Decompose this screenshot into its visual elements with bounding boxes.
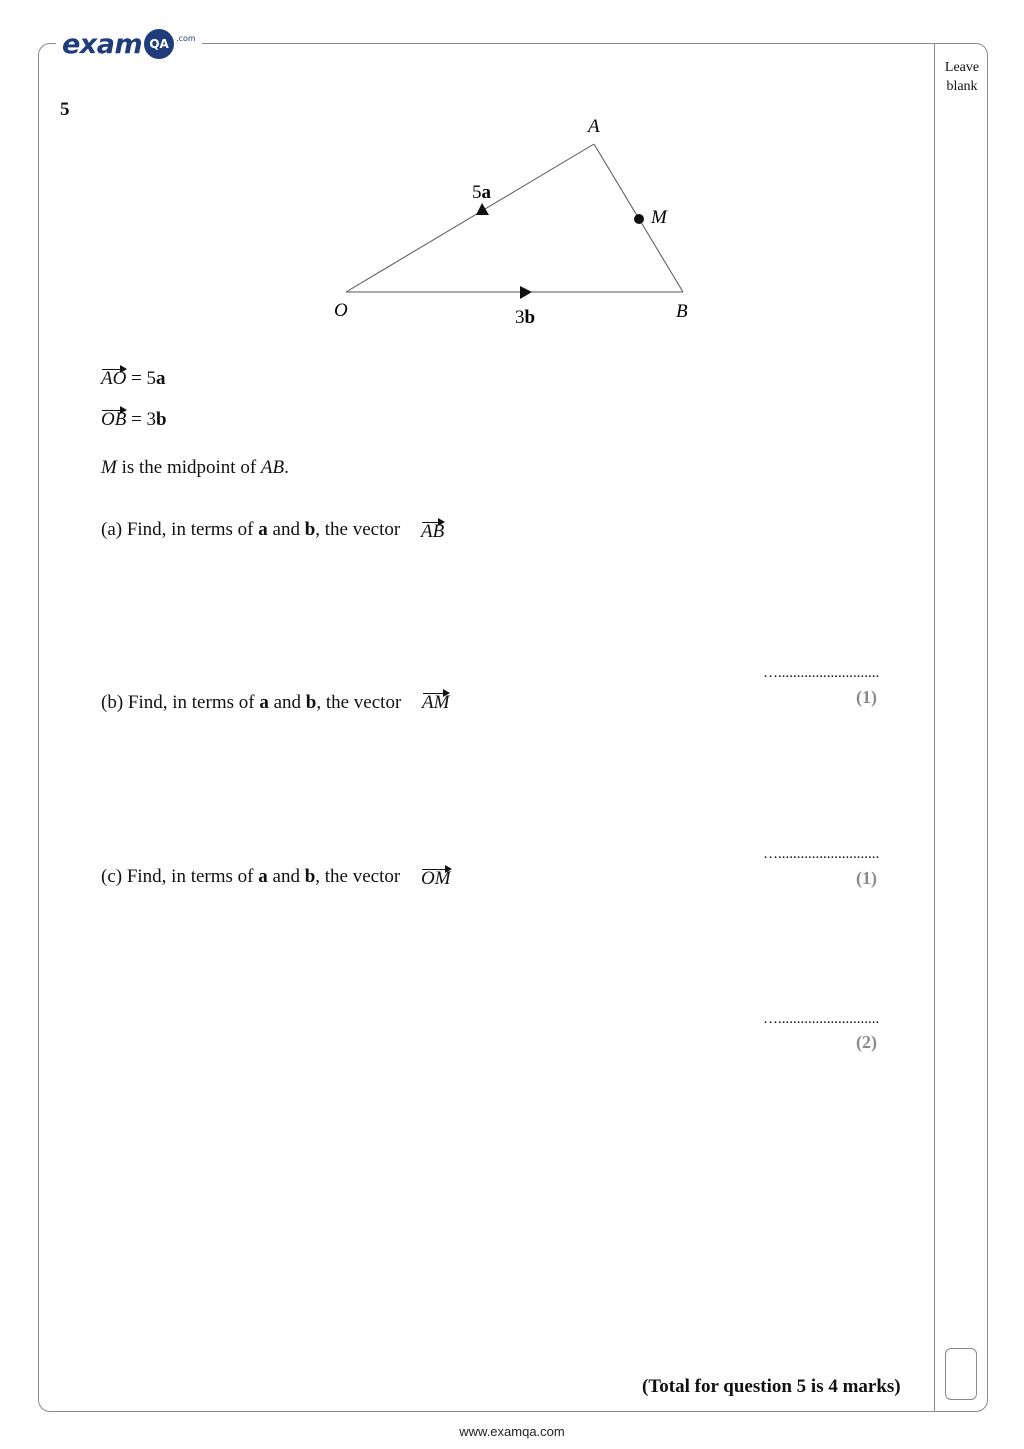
part-a-b: b [304, 519, 316, 540]
label-M: M [651, 207, 667, 228]
part-b-b: b [305, 692, 317, 713]
logo-suffix: .com [176, 34, 196, 43]
part-b-marks: (1) [856, 868, 877, 888]
midpoint-segment: AB [260, 457, 285, 478]
midpoint-statement [101, 457, 289, 479]
label-OB-vector [515, 307, 535, 328]
label-OB-vec: b [524, 307, 536, 328]
label-OA-vector [472, 182, 492, 203]
midpoint-point: M [101, 457, 117, 478]
label-OA-vec: a [481, 182, 491, 203]
part-a-and: and [267, 519, 305, 540]
given-AO-equals: = 5 [131, 368, 157, 389]
part-a-label: (a) Find, in terms of [101, 519, 259, 540]
part-b-label: (b) Find, in terms of [101, 692, 260, 713]
part-a-prompt [101, 519, 444, 541]
vector-OB: OB [101, 409, 127, 430]
part-b-and: and [268, 692, 306, 713]
part-b-rest: , the vector [316, 692, 402, 713]
part-a-a: a [258, 519, 268, 540]
part-c-and: and [267, 866, 305, 887]
part-a-marks: (1) [856, 687, 877, 707]
question-number: 5 [60, 99, 70, 120]
label-A: A [588, 116, 600, 137]
edge-OA [346, 144, 594, 292]
part-c-marks: (2) [856, 1032, 877, 1052]
vector-OM: OM [420, 868, 451, 889]
vector-AB: AB [420, 521, 445, 542]
label-OB-coef: 3 [515, 307, 525, 328]
part-c-answer-line[interactable]: …........................... [763, 1011, 880, 1027]
logo-word: exam [62, 28, 143, 60]
part-c-prompt [101, 866, 451, 888]
part-c-label: (c) Find, in terms of [101, 866, 259, 887]
part-b-answer-line[interactable]: …........................... [763, 846, 880, 862]
part-c-b: b [304, 866, 316, 887]
part-c-rest: , the vector [315, 866, 401, 887]
given-OB-equals: = 3 [131, 409, 157, 430]
part-b-a: a [259, 692, 269, 713]
part-a-rest: , the vector [315, 519, 401, 540]
leave-blank-line2: blank [946, 79, 978, 94]
part-a-answer-line[interactable]: …........................... [763, 665, 880, 681]
label-O: O [334, 300, 348, 321]
midpoint-text: is the midpoint of [116, 457, 261, 478]
label-OA-coef: 5 [472, 182, 482, 203]
part-c-a: a [258, 866, 268, 887]
part-b-prompt [101, 692, 449, 714]
given-OB-bold: b [156, 409, 167, 430]
vector-AO: AO [101, 368, 127, 389]
midpoint-M-dot [634, 214, 644, 224]
given-AO [101, 368, 166, 390]
arrow-OA [476, 203, 489, 215]
triangle-diagram [0, 0, 1024, 340]
footer-url: www.examqa.com [459, 1424, 565, 1439]
given-AO-bold: a [156, 368, 166, 389]
midpoint-end: . [284, 457, 289, 478]
leave-blank-line1: Leave [944, 60, 980, 75]
question-total: (Total for question 5 is 4 marks) [642, 1376, 901, 1397]
vector-AM: AM [422, 692, 450, 713]
marks-score-box[interactable] [945, 1348, 977, 1400]
given-OB [101, 409, 167, 431]
logo-badge: QA [144, 29, 174, 59]
label-B: B [676, 301, 688, 322]
arrow-OB [520, 286, 532, 299]
